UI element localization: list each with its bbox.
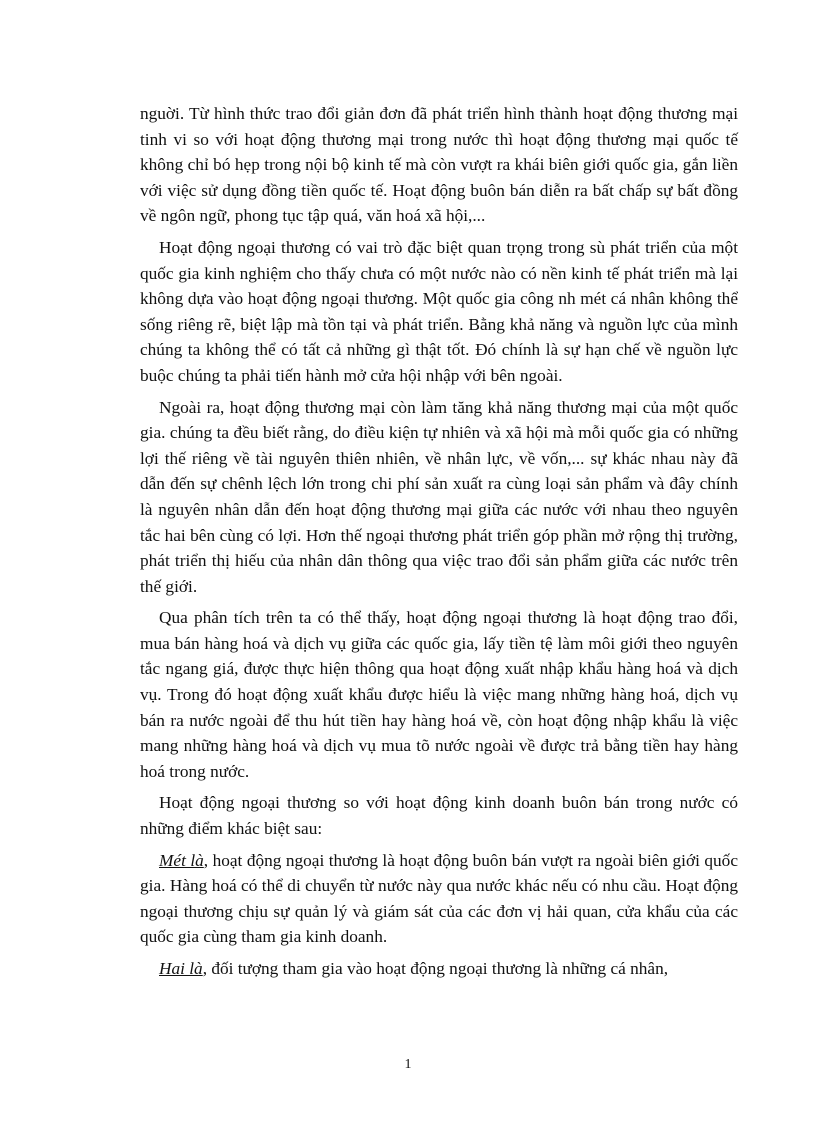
paragraph-7 — [140, 956, 738, 982]
paragraph-5-text: Hoạt động ngoại thương so với hoạt động kinh doanh buôn bán trong nước có những điểm khác biệt sau: — [140, 793, 738, 839]
paragraph-4-text: Qua phân tích trên ta có thể thấy, hoạt động ngoại thương là hoạt động trao đổi, mua bán hàng hoá và dịch vụ giữa các quốc gia, lấy tiền tệ làm môi giới theo nguyên tắc ngang giá, được thực hiện thông qua hoạt động xuất nhập khẩu hàng hoá và dịch vụ. Trong đó hoạt động xuất khẩu được hiểu là việc mang những hàng hoá, dịch vụ bán ra nước ngoài để thu hút tiền hay hàng hoá về, còn hoạt động nhập khẩu là việc mang những hàng hoá và dịch vụ mua tõ nước ngoài về được trả bằng tiền hay hàng hoá trong nước. — [140, 608, 738, 781]
paragraph-3 — [140, 395, 738, 600]
paragraph-3-text: Ngoài ra, hoạt động thương mại còn làm tăng khả năng thương mại của một quốc gia. chúng ta đều biết rằng, do điều kiện tự nhiên và xã hội mà mỗi quốc gia có những lợi thế riêng về tài nguyên thiên nhiên, về nhân lực, về vốn,... sự khác nhau này đã dẫn đến sự chênh lệch lớn trong chi phí sản xuất ra cùng loại sản phẩm và đây chính là nguyên nhân dẫn đến hoạt động thương mại giữa các nước với nhau theo nguyên tắc hai bên cùng có lợi. Hơn thế ngoại thương phát triển góp phần mở rộng thị trường, phát triển thị hiếu của nhân dân thông qua việc trao đổi sản phẩm giữa các nước trên thế giới. — [140, 397, 738, 596]
document-body — [140, 101, 738, 988]
paragraph-7-lead: Hai là — [159, 959, 203, 978]
paragraph-1-text: nguời. Từ hình thức trao đổi giản đơn đã phát triển hình thành hoạt động thương mại tinh vi so với hoạt động thương mại trong nước thì hoạt động thương mại quốc tế không chỉ bó hẹp trong nội bộ kinh tế mà còn vượt ra khái biên giới quốc gia, gắn liền với việc sử dụng đồng tiền quốc tế. Hoạt động buôn bán diễn ra bất chấp sự bất đồng về ngôn ngữ, phong tục tập quá, văn hoá xã hội,... — [140, 104, 738, 226]
paragraph-1 — [140, 101, 738, 229]
paragraph-6-lead: Mét là — [159, 850, 204, 870]
paragraph-6-text: , hoạt động ngoại thương là hoạt động buôn bán vượt ra ngoài biên giới quốc gia. Hàng hoá có thể di chuyển từ nước này qua nước khác nếu có nhu cầu. Hoạt động ngoại thương chịu sự quản lý và giám sát của các đơn vị hải quan, cửa khẩu của các quốc gia cùng tham gia kinh doanh. — [140, 850, 738, 947]
paragraph-6 — [140, 848, 738, 950]
paragraph-2 — [140, 235, 738, 389]
paragraph-7-text: , đối tượng tham gia vào hoạt động ngoại thương là những cá nhân, — [202, 959, 669, 978]
page-number: 1 — [404, 1057, 412, 1072]
paragraph-2-text: Hoạt động ngoại thương có vai trò đặc biệt quan trọng trong sù phát triển của một quốc gia kinh nghiệm cho thấy chưa có một nước nào có nền kinh tế phát triển mà lại không dựa vào hoạt động ngoại thương. Một quốc gia công nh mét cá nhân không thể sống riêng rẽ, biệt lập mà tồn tại và phát triển. Bằng khả năng và nguồn lực của mình chúng ta không thể có tất cả những gì thật tốt. Đó chính là sự hạn chế về nguồn lực buộc chúng ta phải tiến hành mở cửa hội nhập với bên ngoài. — [140, 237, 738, 385]
paragraph-5 — [140, 790, 738, 841]
paragraph-4 — [140, 605, 738, 784]
